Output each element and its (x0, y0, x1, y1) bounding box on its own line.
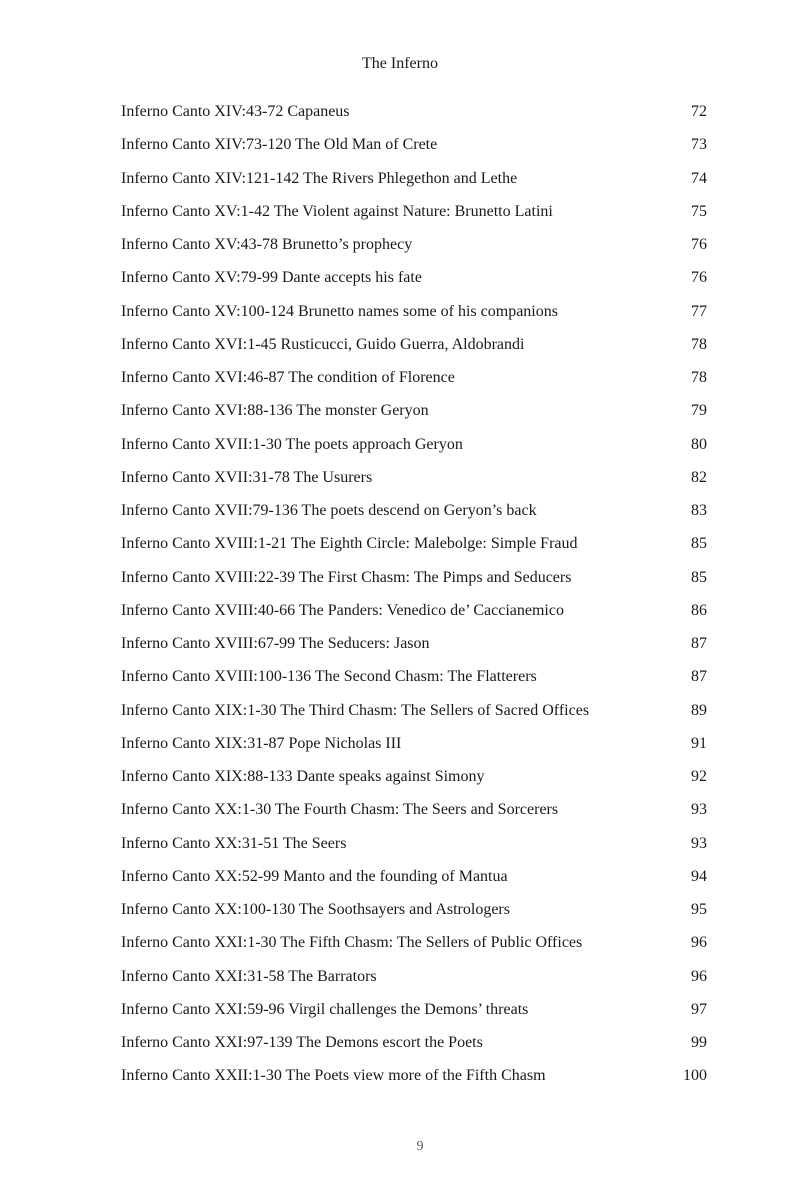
toc-entry-title: Inferno Canto XX:52-99 Manto and the founding of Mantua (121, 867, 508, 885)
table-of-contents (121, 101, 707, 1099)
toc-entry-page: 76 (691, 269, 707, 287)
toc-entry-title: Inferno Canto XVIII:22-39 The First Chasm: The Pimps and Seducers (121, 568, 572, 586)
toc-entry-title: Inferno Canto XX:31-51 The Seers (121, 834, 347, 852)
toc-entry-title: Inferno Canto XVI:1-45 Rusticucci, Guido Guerra, Aldobrandi (121, 335, 525, 353)
toc-entry-title: Inferno Canto XXI:59-96 Virgil challenges the Demons’ threats (121, 1000, 529, 1018)
toc-entry[interactable] (121, 766, 707, 799)
toc-entry-page: 95 (691, 901, 707, 918)
toc-entry-page: 85 (691, 568, 707, 586)
toc-entry[interactable] (121, 833, 707, 866)
toc-entry-title: Inferno Canto XV:100-124 Brunetto names some of his companions (121, 302, 558, 320)
toc-entry[interactable] (121, 700, 707, 733)
toc-entry-title: Inferno Canto XX:1-30 The Fourth Chasm: The Seers and Sorcerers (121, 801, 559, 819)
toc-entry-title: Inferno Canto XVIII:40-66 The Panders: Venedico de’ Caccianemico (121, 601, 564, 619)
toc-entry-title: Inferno Canto XX:100-130 The Soothsayers and Astrologers (121, 901, 510, 918)
toc-entry[interactable] (121, 400, 707, 433)
toc-entry-page: 91 (691, 734, 707, 752)
toc-entry[interactable] (121, 966, 707, 999)
toc-entry-page: 100 (683, 1067, 707, 1085)
toc-entry-page: 89 (691, 701, 707, 719)
toc-entry[interactable] (121, 500, 707, 533)
toc-entry-page: 97 (691, 1000, 707, 1018)
toc-entry[interactable] (121, 932, 707, 965)
toc-entry[interactable] (121, 134, 707, 167)
toc-entry-title: Inferno Canto XXI:97-139 The Demons escort the Poets (121, 1034, 483, 1051)
toc-entry[interactable] (121, 101, 707, 134)
toc-entry[interactable] (121, 267, 707, 300)
toc-entry[interactable] (121, 334, 707, 367)
toc-entry-title: Inferno Canto XIV:43-72 Capaneus (121, 103, 350, 120)
toc-entry-title: Inferno Canto XIX:31-87 Pope Nicholas III (121, 734, 402, 752)
toc-entry[interactable] (121, 999, 707, 1032)
toc-entry[interactable] (121, 234, 707, 267)
toc-entry-title: Inferno Canto XVIII:1-21 The Eighth Circle: Malebolge: Simple Fraud (121, 535, 578, 553)
toc-entry[interactable] (121, 367, 707, 400)
toc-entry[interactable] (121, 201, 707, 234)
toc-entry-page: 78 (691, 335, 707, 353)
toc-entry-title: Inferno Canto XV:43-78 Brunetto’s prophecy (121, 236, 413, 253)
toc-entry[interactable] (121, 467, 707, 500)
toc-entry[interactable] (121, 533, 707, 566)
toc-entry-title: Inferno Canto XIX:1-30 The Third Chasm: The Sellers of Sacred Offices (121, 701, 590, 719)
running-head-title: The Inferno (362, 55, 438, 72)
toc-entry-page: 80 (691, 435, 707, 453)
toc-entry-page: 96 (691, 934, 707, 952)
toc-entry[interactable] (121, 1032, 707, 1065)
toc-entry-page: 75 (691, 202, 707, 220)
toc-entry-title: Inferno Canto XVII:31-78 The Usurers (121, 468, 373, 486)
toc-entry-page: 87 (691, 635, 707, 652)
toc-entry-page: 72 (691, 103, 707, 120)
toc-entry-page: 76 (691, 236, 707, 253)
toc-entry-page: 87 (691, 668, 707, 686)
toc-entry[interactable] (121, 301, 707, 334)
toc-entry[interactable] (121, 666, 707, 699)
toc-entry[interactable] (121, 168, 707, 201)
toc-entry-title: Inferno Canto XXI:31-58 The Barrators (121, 967, 377, 985)
toc-entry[interactable] (121, 434, 707, 467)
toc-entry-page: 86 (691, 601, 707, 619)
toc-entry-page: 96 (691, 967, 707, 985)
toc-entry-title: Inferno Canto XV:79-99 Dante accepts his fate (121, 269, 422, 287)
toc-entry[interactable] (121, 899, 707, 932)
toc-entry-page: 77 (691, 302, 707, 320)
page-number: 9 (416, 1139, 424, 1154)
toc-entry-title: Inferno Canto XVIII:100-136 The Second Chasm: The Flatterers (121, 668, 537, 686)
toc-entry-page: 82 (691, 468, 707, 486)
toc-entry-page: 94 (691, 867, 707, 885)
toc-entry[interactable] (121, 567, 707, 600)
toc-entry-title: Inferno Canto XIX:88-133 Dante speaks against Simony (121, 768, 485, 785)
toc-entry-page: 79 (691, 402, 707, 420)
toc-entry-title: Inferno Canto XV:1-42 The Violent against Nature: Brunetto Latini (121, 202, 553, 220)
toc-entry-title: Inferno Canto XIV:73-120 The Old Man of Crete (121, 136, 438, 154)
toc-entry[interactable] (121, 866, 707, 899)
toc-entry-page: 93 (691, 801, 707, 819)
toc-entry-title: Inferno Canto XXII:1-30 The Poets view more of the Fifth Chasm (121, 1067, 546, 1085)
toc-entry-title: Inferno Canto XVII:1-30 The poets approach Geryon (121, 435, 463, 453)
toc-entry[interactable] (121, 799, 707, 832)
toc-entry-page: 83 (691, 502, 707, 519)
toc-entry-title: Inferno Canto XXI:1-30 The Fifth Chasm: The Sellers of Public Offices (121, 934, 583, 952)
toc-entry[interactable] (121, 733, 707, 766)
toc-entry-page: 85 (691, 535, 707, 553)
toc-entry-title: Inferno Canto XVII:79-136 The poets descend on Geryon’s back (121, 502, 537, 519)
toc-entry-page: 78 (691, 369, 707, 386)
toc-entry-page: 92 (691, 768, 707, 785)
toc-entry-page: 73 (691, 136, 707, 154)
toc-entry-title: Inferno Canto XIV:121-142 The Rivers Phlegethon and Lethe (121, 169, 518, 187)
toc-entry-page: 74 (691, 169, 707, 187)
toc-entry-title: Inferno Canto XVI:88-136 The monster Geryon (121, 402, 429, 420)
toc-entry-page: 93 (691, 834, 707, 852)
toc-entry[interactable] (121, 1065, 707, 1098)
toc-entry-title: Inferno Canto XVIII:67-99 The Seducers: Jason (121, 635, 430, 652)
toc-entry[interactable] (121, 633, 707, 666)
toc-entry[interactable] (121, 600, 707, 633)
toc-entry-title: Inferno Canto XVI:46-87 The condition of Florence (121, 369, 455, 386)
toc-entry-page: 99 (691, 1034, 707, 1051)
